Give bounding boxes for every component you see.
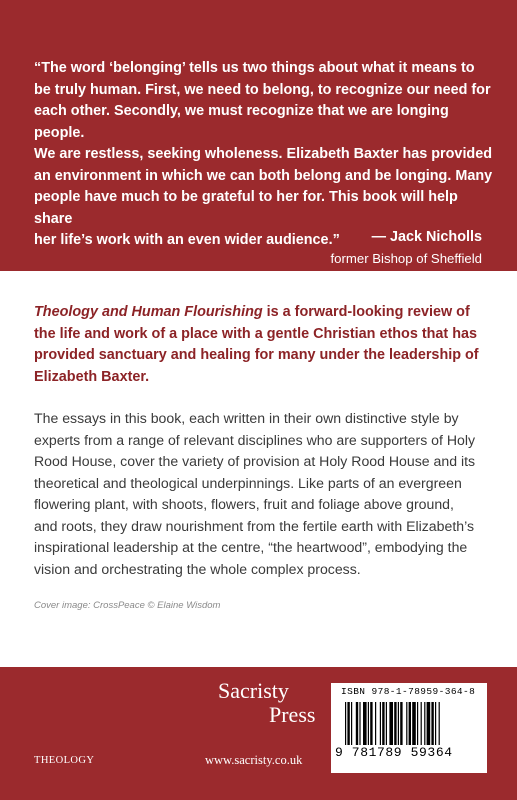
endorsement-quote <box>34 58 494 252</box>
quote-line: her life’s work with an even wider audience.” <box>34 232 340 248</box>
quote-line: We are restless, seeking wholeness. Elizabeth Baxter has provided <box>34 146 493 162</box>
quote-line: “The word ‘belonging’ tells us two things about what it means to <box>34 60 475 76</box>
quote-line: be truly human. First, we need to belong, to recognize our need for <box>34 81 491 98</box>
summary-line: Theology and Human Flourishing is a forward-looking review of <box>34 304 470 320</box>
quote-author: — Jack Nicholls <box>371 229 482 245</box>
genre-label: THEOLOGY <box>34 755 95 766</box>
description-line: vision and orchestrating the whole complex process. <box>34 560 361 577</box>
description-line: The essays in this book, each written in their own distinctive style by <box>34 410 459 426</box>
book-summary <box>34 302 494 388</box>
barcode-box <box>331 683 487 773</box>
publisher-website: www.sacristy.co.uk <box>205 753 303 767</box>
publisher-logo-line1: Sacristy <box>218 678 289 703</box>
description-line: experts from a range of relevant disciplines who are supporters of Holy <box>34 431 476 448</box>
description-line: flowering plant, with shoots, flowers, fruit and foliage above ground, <box>34 496 454 512</box>
book-title: Theology and Human Flourishing <box>34 304 263 320</box>
description-line: inspirational leadership at the centre, “the heartwood”, embodying the <box>34 539 468 555</box>
cover-image-credit: Cover image: CrossPeace © Elaine Wisdom <box>34 600 221 611</box>
quote-line: people have much to be grateful to her for. This book will help share <box>34 189 458 227</box>
quote-line: each other. Secondly, we must recognize that we are longing people. <box>34 103 449 141</box>
publisher-logo-line2: Press <box>269 702 316 727</box>
description-line: theoretical and theological underpinnings. Like parts of an evergreen <box>34 474 462 491</box>
description <box>34 408 494 580</box>
summary-line: Elizabeth Baxter. <box>34 368 150 385</box>
description-line: and roots, they draw nourishment from the fertile earth with Elizabeth’s <box>34 517 474 534</box>
description-line: Rood House, cover the variety of provision at Holy Rood House and its <box>34 453 476 469</box>
quote-author-role: former Bishop of Sheffield <box>330 251 482 266</box>
summary-line: the life and work of a place with a gentle Christian ethos that has <box>34 325 477 342</box>
quote-line: an environment in which we can both belong and be longing. Many <box>34 167 493 184</box>
isbn-text: ISBN 978-1-78959-364-8 <box>341 686 476 697</box>
summary-line: provided sanctuary and healing for many under the leadership of <box>34 347 479 363</box>
barcode-number: 9 781789 59364 <box>335 745 453 760</box>
